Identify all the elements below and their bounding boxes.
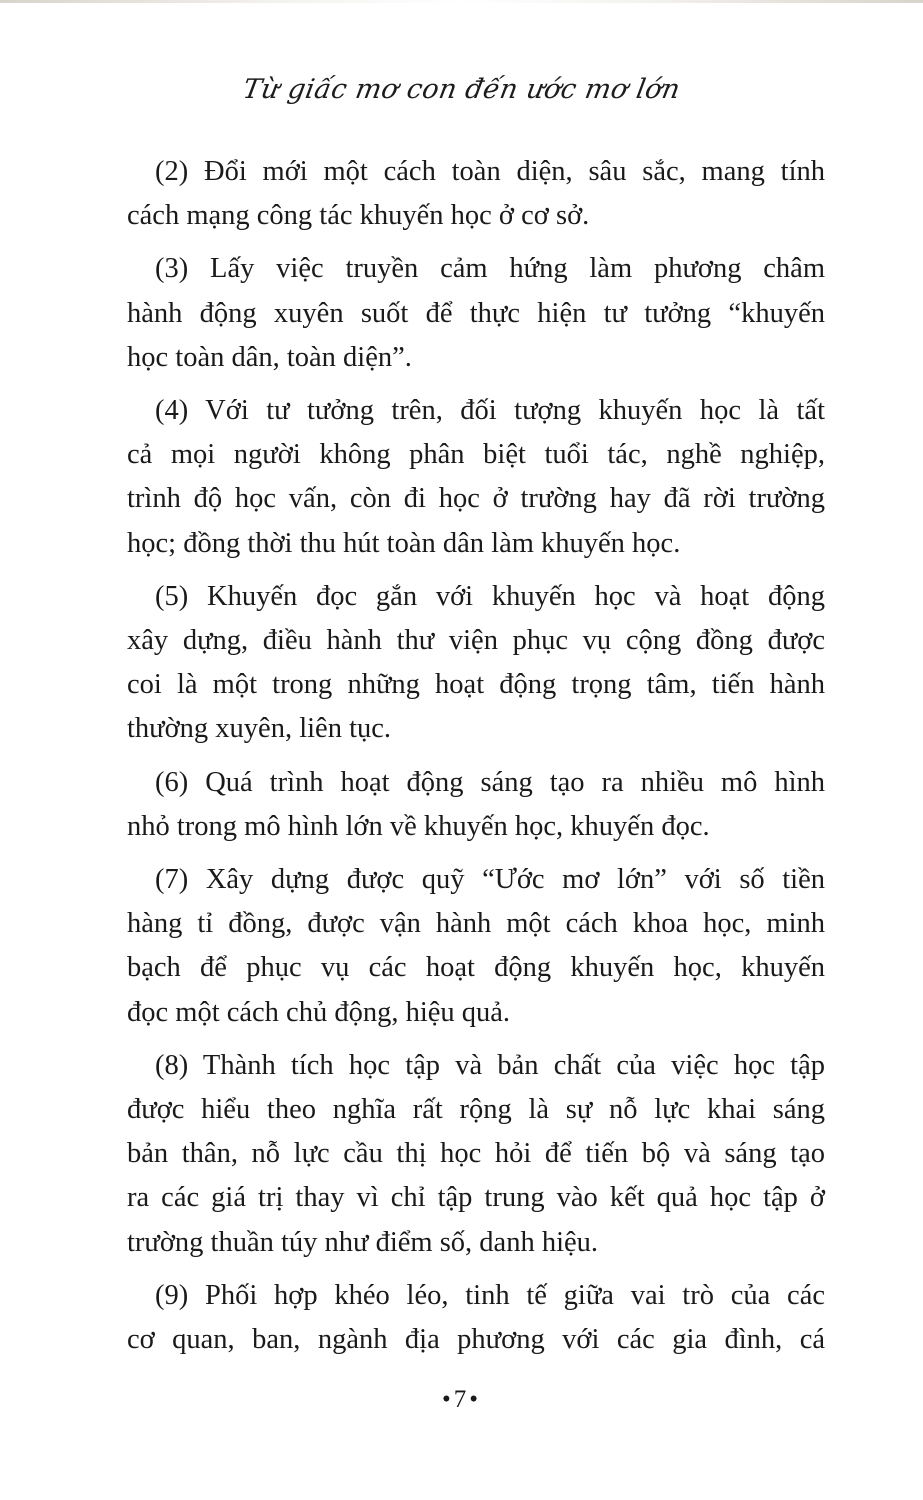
- text-line: xây dựng, điều hành thư viện phục vụ cộng đồng được: [127, 625, 825, 657]
- paragraph: [127, 389, 825, 566]
- text-line: thường xuyên, liên tục.: [127, 713, 392, 745]
- text-line: nhỏ trong mô hình lớn về khuyến học, khuyến đọc.: [127, 810, 710, 842]
- page-number: •7•: [441, 1386, 481, 1413]
- text-line: bản thân, nỗ lực cầu thị học hỏi để tiến bộ và sáng tạo: [127, 1138, 825, 1170]
- text-line: (8) Thành tích học tập và bản chất của việc học tập: [155, 1049, 825, 1081]
- text-line: được hiểu theo nghĩa rất rộng là sự nỗ lực khai sáng: [127, 1094, 825, 1126]
- text-line: hàng tỉ đồng, được vận hành một cách khoa học, minh: [127, 908, 825, 940]
- text-line: (4) Với tư tưởng trên, đối tượng khuyến học là tất: [155, 395, 825, 427]
- running-head: Từ giấc mơ con đến ước mơ lớn: [240, 74, 683, 105]
- page-edge: [0, 0, 923, 3]
- paragraph: [127, 1044, 825, 1265]
- text-line: (6) Quá trình hoạt động sáng tạo ra nhiều mô hình: [155, 766, 825, 798]
- text-line: cách mạng công tác khuyến học ở cơ sở.: [127, 200, 590, 232]
- paragraph: [127, 247, 825, 380]
- text-line: học toàn dân, toàn diện”.: [127, 341, 412, 373]
- text-line: bạch để phục vụ các hoạt động khuyến học, khuyến: [127, 952, 825, 984]
- paragraph: [127, 150, 825, 238]
- text-line: (3) Lấy việc truyền cảm hứng làm phương châm: [155, 253, 825, 285]
- paragraph: [127, 1274, 825, 1362]
- text-line: trình độ học vấn, còn đi học ở trường hay đã rời trường: [127, 483, 825, 515]
- text-line: trường thuần túy như điểm số, danh hiệu.: [127, 1226, 599, 1258]
- text-line: coi là một trong những hoạt động trọng tâm, tiến hành: [127, 669, 825, 701]
- text-line: (5) Khuyến đọc gắn với khuyến học và hoạt động: [155, 580, 825, 612]
- text-line: ra các giá trị thay vì chỉ tập trung vào kết quả học tập ở: [127, 1182, 825, 1214]
- text-line: (7) Xây dựng được quỹ “Ước mơ lớn” với số tiền: [155, 864, 825, 896]
- text-line: hành động xuyên suốt để thực hiện tư tưởng “khuyến: [127, 297, 825, 329]
- text-line: đọc một cách chủ động, hiệu quả.: [127, 996, 511, 1028]
- text-line: cơ quan, ban, ngành địa phương với các gia đình, cá: [127, 1324, 825, 1356]
- text-line: học; đồng thời thu hút toàn dân làm khuyến học.: [127, 527, 681, 559]
- body-text: [127, 150, 825, 1371]
- paragraph: [127, 761, 825, 849]
- text-line: cả mọi người không phân biệt tuổi tác, nghề nghiệp,: [127, 439, 825, 471]
- paragraph: [127, 575, 825, 752]
- text-line: (9) Phối hợp khéo léo, tinh tế giữa vai trò của các: [155, 1279, 825, 1311]
- paragraph: [127, 858, 825, 1035]
- text-line: (2) Đổi mới một cách toàn diện, sâu sắc, mang tính: [155, 156, 825, 187]
